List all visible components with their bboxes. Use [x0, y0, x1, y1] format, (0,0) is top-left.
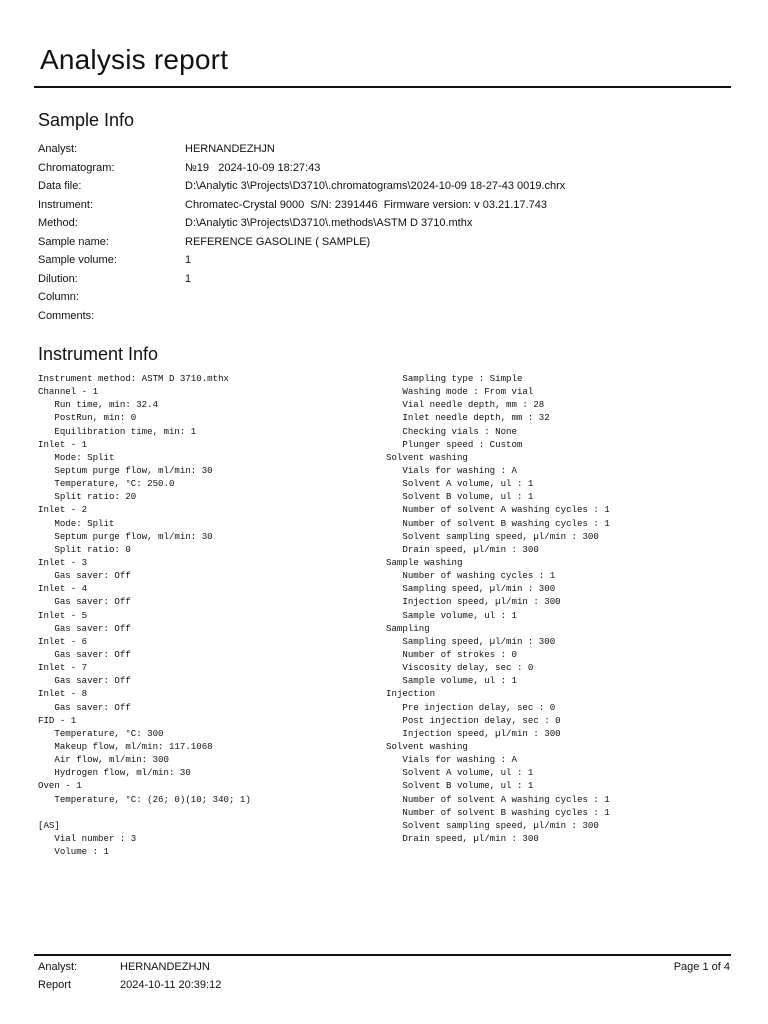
method-line: Equilibration time, min: 1	[38, 425, 197, 437]
info-row-comments	[38, 307, 565, 326]
info-label: Sample name:	[38, 235, 109, 248]
method-line: Septum purge flow, ml/min: 30	[38, 530, 213, 542]
method-line: Plunger speed : Custom	[386, 438, 523, 450]
info-label: Comments:	[38, 309, 95, 322]
method-line: Inlet - 2	[38, 504, 88, 516]
method-line: Volume : 1	[38, 846, 109, 858]
info-value: 1	[185, 254, 192, 266]
method-line: Injection speed, µl/min : 300	[386, 596, 561, 608]
page-number: Page 1 of 4	[673, 961, 730, 973]
method-line: Solvent sampling speed, µl/min : 300	[386, 819, 599, 831]
method-line: Injection	[386, 688, 436, 700]
method-line: Gas saver: Off	[38, 675, 131, 687]
method-line: Makeup flow, ml/min: 117.1068	[38, 740, 213, 752]
title-divider	[34, 86, 731, 88]
method-line: Number of solvent A washing cycles : 1	[386, 793, 610, 805]
method-line: Inlet - 1	[38, 438, 88, 450]
info-label: Sample volume:	[38, 254, 117, 266]
method-line: Drain speed, µl/min : 300	[386, 832, 539, 844]
method-line: Inlet - 4	[38, 583, 88, 595]
method-line: Number of solvent B washing cycles : 1	[386, 806, 610, 818]
method-line: PostRun, min: 0	[38, 412, 137, 424]
method-line: Gas saver: Off	[38, 570, 131, 582]
method-line: Temperature, °C: 250.0	[38, 478, 175, 490]
method-line: Solvent washing	[386, 451, 468, 463]
info-value: REFERENCE GASOLINE ( SAMPLE)	[185, 235, 371, 248]
method-line: Solvent A volume, ul : 1	[386, 478, 534, 490]
method-line: Oven - 1	[38, 780, 82, 792]
method-line: Mode: Split	[38, 517, 115, 529]
method-line: Inlet - 7	[38, 662, 88, 674]
method-line: Number of strokes : 0	[386, 648, 517, 660]
method-line: Inlet needle depth, mm : 32	[386, 412, 550, 424]
info-row-analyst	[38, 140, 565, 159]
method-line: Channel - 1	[38, 386, 99, 398]
method-line: Run time, min: 32.4	[38, 399, 159, 411]
method-line: Vial needle depth, mm : 28	[386, 399, 545, 411]
method-line: Sample washing	[386, 556, 463, 568]
method-line: Sampling speed, µl/min : 300	[386, 635, 556, 647]
info-value: Chromatec-Crystal 9000 S/N: 2391446 Firmware version: v 03.21.17.743	[185, 198, 547, 211]
info-value: D:\Analytic 3\Projects\D3710\.chromatograms\2024-10-09 18-27-43 0019.chrx	[185, 180, 566, 192]
method-line: Inlet - 3	[38, 556, 88, 568]
method-line: Split ratio: 0	[38, 543, 131, 555]
sample-info-table	[38, 140, 565, 325]
info-row-column	[38, 288, 565, 307]
method-line: Solvent A volume, ul : 1	[386, 767, 534, 779]
info-label: Chromatogram:	[38, 161, 115, 174]
method-line: Solvent B volume, ul : 1	[386, 780, 534, 792]
method-line: Injection speed, µl/min : 300	[386, 727, 561, 739]
instrument-info-heading: Instrument Info	[38, 344, 159, 364]
instrument-method-left-column	[38, 372, 251, 858]
method-line: Air flow, ml/min: 300	[38, 754, 169, 766]
method-line: Vials for washing : A	[386, 464, 517, 476]
footer-report-timestamp: 2024-10-11 20:39:12	[120, 979, 222, 991]
method-line: Sampling type : Simple	[386, 373, 523, 384]
method-line: Drain speed, µl/min : 300	[386, 543, 539, 555]
info-row-method	[38, 214, 565, 233]
info-label: Data file:	[38, 180, 82, 192]
info-label: Instrument:	[38, 198, 94, 211]
method-line: Gas saver: Off	[38, 701, 131, 713]
info-value: D:\Analytic 3\Projects\D3710\.methods\ASTM D 3710.mthx	[185, 217, 473, 229]
info-row-data-file	[38, 177, 565, 196]
footer-divider	[34, 954, 731, 956]
method-line: Instrument method: ASTM D 3710.mthx	[38, 373, 229, 384]
method-line: Mode: Split	[38, 451, 115, 463]
method-line: Sample volume, ul : 1	[386, 675, 517, 687]
method-line: Hydrogen flow, ml/min: 30	[38, 767, 191, 779]
footer-analyst-label: Analyst:	[38, 961, 78, 973]
method-line: Checking vials : None	[386, 425, 517, 437]
method-line: Inlet - 5	[38, 609, 88, 621]
method-line: FID - 1	[38, 714, 77, 726]
method-line: Sampling	[386, 622, 430, 634]
instrument-method-right-column	[386, 372, 610, 845]
info-row-sample-name	[38, 233, 565, 252]
info-row-sample-volume	[38, 251, 565, 270]
info-label: Dilution:	[38, 272, 78, 285]
method-line: Sampling speed, µl/min : 300	[386, 583, 556, 595]
method-line: Temperature, °C: 300	[38, 727, 164, 739]
method-line: Number of solvent A washing cycles : 1	[386, 504, 610, 516]
info-label: Analyst:	[38, 143, 78, 155]
info-label: Column:	[38, 291, 79, 303]
method-line: Vials for washing : A	[386, 754, 517, 766]
method-line: Split ratio: 20	[38, 491, 137, 503]
info-row-dilution	[38, 270, 565, 289]
method-line: Viscosity delay, sec : 0	[386, 662, 534, 674]
info-value: №19 2024-10-09 18:27:43	[185, 161, 321, 174]
method-line: Post injection delay, sec : 0	[386, 714, 561, 726]
method-line: Inlet - 8	[38, 688, 88, 700]
method-line: Inlet - 6	[38, 635, 88, 647]
method-line: Sample volume, ul : 1	[386, 609, 517, 621]
method-line: Gas saver: Off	[38, 622, 131, 634]
method-line: Number of washing cycles : 1	[386, 570, 556, 582]
method-line: Number of solvent B washing cycles : 1	[386, 517, 610, 529]
info-value: HERNANDEZHJN	[185, 143, 275, 155]
method-line: Pre injection delay, sec : 0	[386, 701, 556, 713]
footer-report-label: Report	[38, 979, 72, 991]
method-line: Vial number : 3	[38, 832, 137, 844]
method-line: Temperature, °C: (26; 0)(10; 340; 1)	[38, 793, 251, 805]
method-line: Solvent B volume, ul : 1	[386, 491, 534, 503]
info-row-chromatogram	[38, 159, 565, 178]
info-row-instrument	[38, 196, 565, 215]
method-line: Solvent sampling speed, µl/min : 300	[386, 530, 599, 542]
method-line: [AS]	[38, 819, 60, 831]
sample-info-heading: Sample Info	[38, 110, 135, 130]
info-value: 1	[185, 272, 192, 285]
method-line: Septum purge flow, ml/min: 30	[38, 464, 213, 476]
report-title: Analysis report	[40, 44, 229, 75]
method-line: Solvent washing	[386, 740, 468, 752]
method-line: Washing mode : From vial	[386, 386, 534, 398]
method-line: Gas saver: Off	[38, 596, 131, 608]
info-label: Method:	[38, 217, 78, 229]
footer-analyst-value: HERNANDEZHJN	[120, 961, 210, 973]
method-line: Gas saver: Off	[38, 648, 131, 660]
method-line	[38, 806, 251, 819]
